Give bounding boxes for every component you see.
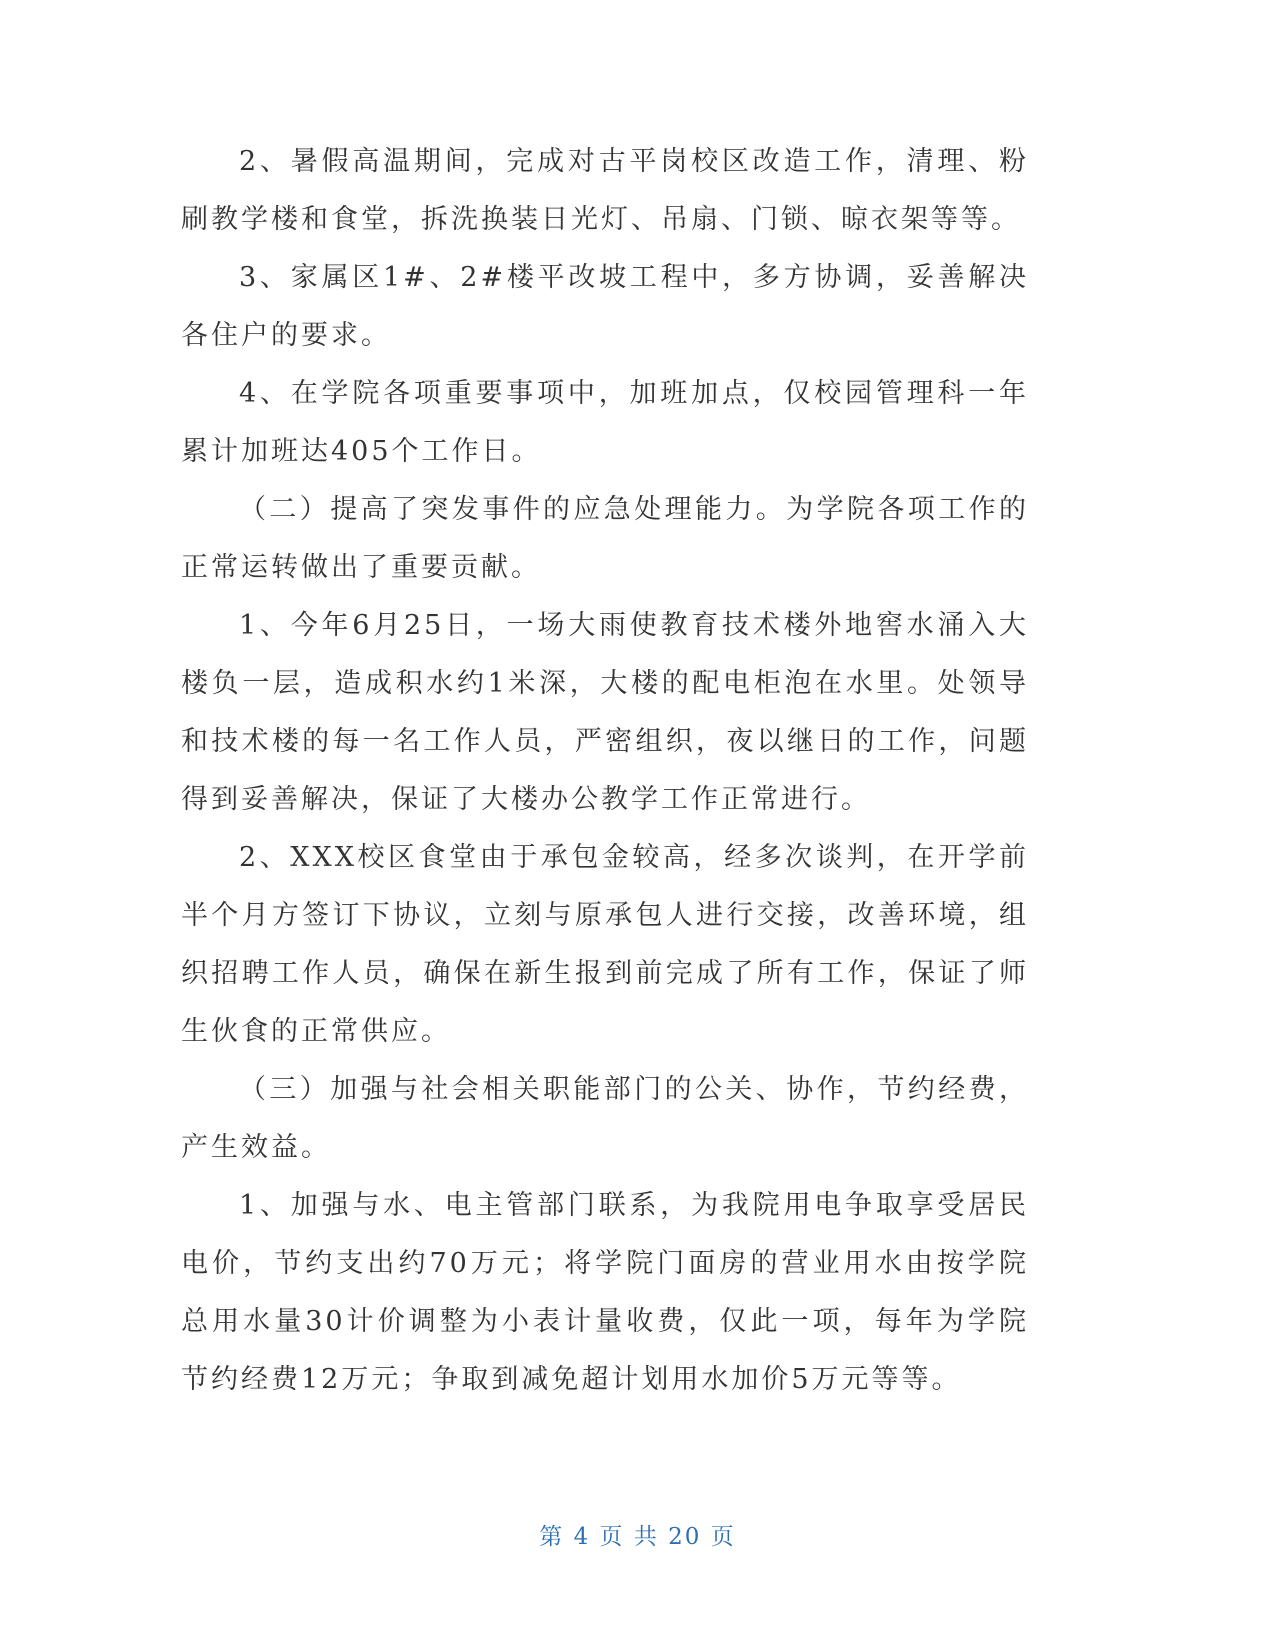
paragraph-item-1-flood: 1、今年6月25日，一场大雨使教育技术楼外地窖水涌入大楼负一层，造成积水约1米深，大楼的配电柜泡在水里。处领导和技术楼的每一名工作人员，严密组织，夜以继日的工作，问题得到妥善解决，保证了大楼办公教学工作正常进行。	[181, 610, 1029, 815]
page-number-footer: 第 4 页 共 20 页	[539, 1524, 736, 1550]
paragraph-item-2-canteen: 2、XXX校区食堂由于承包金较高，经多次谈判，在开学前半个月方签订下协议，立刻与原承包人进行交接，改善环境，组织招聘工作人员，确保在新生报到前完成了所有工作，保证了师生伙食的正常供应。	[181, 842, 1029, 1047]
paragraph-item-1-utilities: 1、加强与水、电主管部门联系，为我院用电争取享受居民电价，节约支出约70万元；将学院门面房的营业用水由按学院总用水量30计价调整为小表计量收费，仅此一项，每年为学院节约经费12万元；争取到减免超计划用水加价5万元等等。	[181, 1190, 1029, 1395]
section-heading-2-emergency: （二）提高了突发事件的应急处理能力。为学院各项工作的正常运转做出了重要贡献。	[181, 494, 1029, 583]
paragraph-item-3-roof-project: 3、家属区1#、2#楼平改坡工程中，多方协调，妥善解决各住户的要求。	[181, 262, 1029, 351]
document-body	[181, 133, 1029, 1409]
paragraph-item-2-renovation: 2、暑假高温期间，完成对古平岗校区改造工作，清理、粉刷教学楼和食堂，拆洗换装日光灯、吊扇、门锁、晾衣架等等。	[181, 146, 1029, 235]
paragraph-item-4-overtime: 4、在学院各项重要事项中，加班加点，仅校园管理科一年累计加班达405个工作日。	[181, 378, 1029, 467]
section-heading-3-public-relations: （三）加强与社会相关职能部门的公关、协作，节约经费，产生效益。	[181, 1074, 1029, 1163]
